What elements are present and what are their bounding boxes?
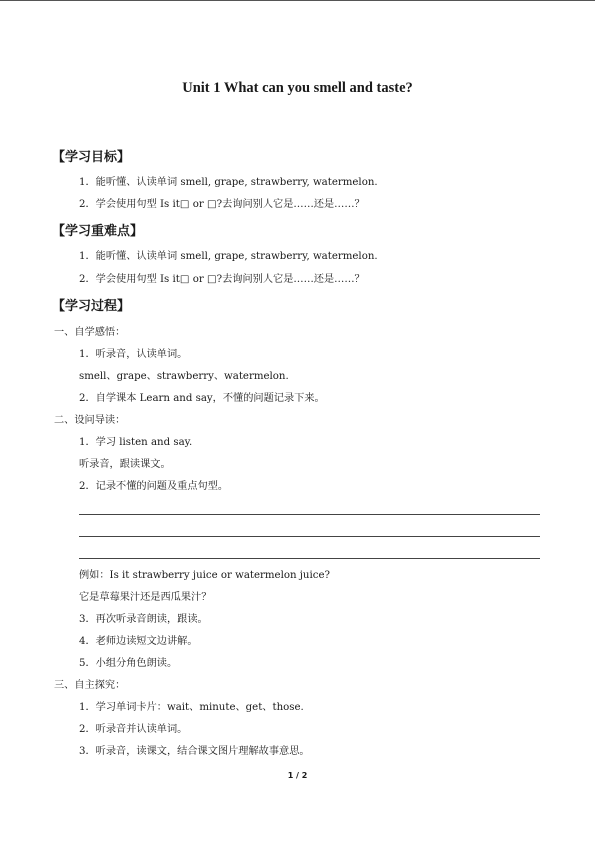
part1-line-2: smell、grape、strawberry、watermelon. (79, 371, 289, 382)
part1-line-1: 1．听录音，认读单词。 (79, 349, 188, 360)
part3-title: 三、自主探究： (54, 680, 126, 691)
part2-line-1: 1．学习 listen and say. (79, 437, 193, 448)
section-heading-goals: 【学习目标】 (52, 150, 131, 165)
section-heading-process: 【学习过程】 (52, 299, 131, 314)
part2-line-5: 4．老师边读短文边讲解。 (79, 636, 198, 647)
page-title: Unit 1 What can you smell and taste? (182, 80, 413, 96)
top-border-rule (0, 0, 595, 1)
part1-title: 一、自学感悟： (54, 327, 126, 338)
answer-line-3 (79, 558, 540, 559)
part3-line-3: 3．听录音，读课文，结合课文图片理解故事意思。 (79, 746, 310, 757)
part2-line-6: 5．小组分角色朗读。 (79, 658, 178, 669)
page-number: 1 / 2 (287, 771, 308, 780)
part2-line-3: 2．记录不懂的问题及重点句型。 (79, 481, 229, 492)
part3-line-1: 1．学习单词卡片：wait、minute、get、those. (79, 702, 304, 713)
part2-line-4: 3．再次听录音朗读，跟读。 (79, 614, 208, 625)
part2-line-2: 听录音，跟读课文。 (79, 459, 171, 470)
part2-title: 二、设问导读： (54, 415, 126, 426)
part1-line-3: 2．自学课本 Learn and say，不懂的问题记录下来。 (79, 393, 325, 404)
part3-line-2: 2．听录音并认读单词。 (79, 724, 188, 735)
key-points-item-1: 1．能听懂、认读单词 smell, grape, strawberry, watermelon. (79, 251, 378, 262)
goals-item-1: 1．能听懂、认读单词 smell, grape, strawberry, watermelon. (79, 177, 378, 188)
section-heading-key-points: 【学习重难点】 (52, 224, 144, 239)
part2-example: 例如：Is it strawberry juice or watermelon juice? (79, 570, 330, 581)
part2-example-translation: 它是草莓果汁还是西瓜果汁？ (79, 592, 212, 603)
answer-line-1 (79, 514, 540, 515)
answer-line-2 (79, 536, 540, 537)
goals-item-2: 2．学会使用句型 Is it□ or □?去询问别人它是……还是……？ (79, 199, 365, 210)
key-points-item-2: 2．学会使用句型 Is it□ or □?去询问别人它是……还是……？ (79, 274, 365, 285)
